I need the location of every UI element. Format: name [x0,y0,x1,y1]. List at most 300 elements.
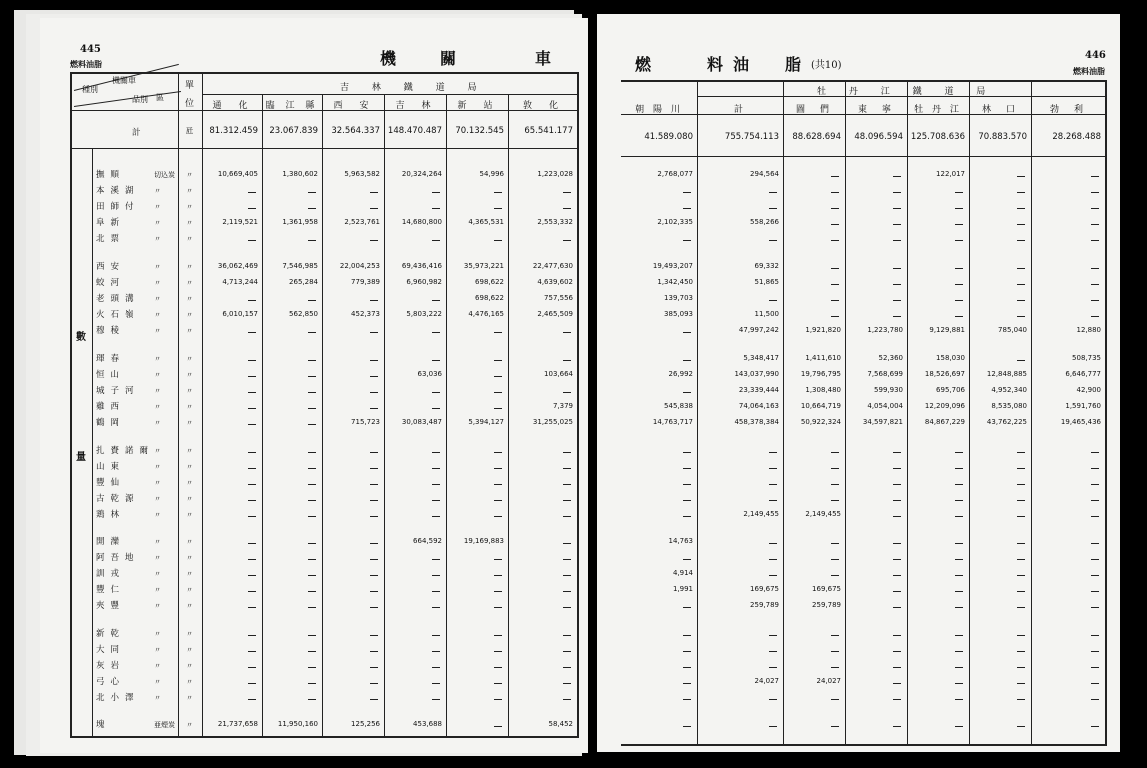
empty-dash [248,192,256,193]
page-title-char: 機 [380,49,397,68]
right-page [597,14,1120,752]
empty-dash [831,284,839,285]
column-header: 牡 丹 江 [914,105,962,115]
empty-dash [683,192,691,193]
empty-dash [683,484,691,485]
empty-dash [1017,316,1025,317]
empty-dash [893,667,901,668]
data-cell: 12,880 [1076,326,1101,334]
data-cell: 2,119,521 [222,218,258,226]
empty-dash [893,651,901,652]
total-value: 81.312.459 [209,126,258,136]
column-header: 吉 林 [395,101,435,111]
empty-dash [831,208,839,209]
empty-dash [955,468,963,469]
data-cell: 259,789 [812,601,841,609]
data-cell: 2,523,761 [344,218,380,226]
data-cell: 58,452 [548,720,573,728]
total-value: 148.470.487 [387,126,442,136]
data-cell: 453,688 [413,720,442,728]
empty-dash [563,332,571,333]
empty-dash [248,484,256,485]
empty-dash [1091,468,1099,469]
data-cell: 1,591,760 [1065,402,1101,410]
empty-dash [248,332,256,333]
empty-dash [432,516,440,517]
empty-dash [1091,484,1099,485]
empty-dash [683,651,691,652]
empty-dash [769,208,777,209]
empty-dash [955,284,963,285]
coal-suffix: 〃 [154,538,161,546]
empty-dash [563,500,571,501]
coal-name: 鶏林 [96,510,126,520]
empty-dash [563,683,571,684]
data-cell: 265,284 [289,278,318,286]
data-cell: 19,796,795 [800,370,841,378]
coal-name: 阿吾地 [96,553,140,563]
unit-mark: 〃 [186,295,193,303]
empty-dash [1091,300,1099,301]
empty-dash [248,376,256,377]
empty-dash [370,468,378,469]
empty-dash [831,316,839,317]
data-cell: 2,465,509 [537,310,573,318]
empty-dash [308,559,316,560]
empty-dash [955,607,963,608]
empty-dash [1017,516,1025,517]
coal-name: 鶴岡 [96,418,126,428]
data-cell: 22,477,630 [532,262,573,270]
page-title-char: 脂 [785,55,802,74]
coal-name: 阜新 [96,218,126,228]
data-cell: 74,064,163 [738,402,779,410]
empty-dash [893,543,901,544]
side-label: 量 [76,452,86,463]
data-cell: 4,365,531 [468,218,504,226]
empty-dash [893,268,901,269]
total-value: 48.096.594 [854,132,903,142]
column-header: 通 化 [212,101,252,111]
data-cell: 10,664,719 [800,402,841,410]
empty-dash [683,726,691,727]
column-header: 林 口 [981,105,1018,115]
total-value: 28.268.488 [1052,132,1101,142]
total-value: 23.067.839 [269,126,318,136]
unit-mark: 〃 [186,511,193,519]
rule-line [697,80,698,746]
page-title-char: 料 [707,55,724,74]
empty-dash [494,452,502,453]
empty-dash [494,484,502,485]
empty-dash [955,651,963,652]
empty-dash [432,452,440,453]
coal-suffix: 〃 [154,203,161,211]
empty-dash [831,635,839,636]
fuel-label: 燃料油脂 [70,59,102,69]
data-cell: 169,675 [812,585,841,593]
empty-dash [308,408,316,409]
unit-mark: 〃 [186,279,193,287]
data-cell: 458,378,384 [734,418,779,426]
empty-dash [308,192,316,193]
empty-dash [683,468,691,469]
data-cell: 24,027 [754,677,779,685]
coal-suffix: 〃 [154,279,161,287]
empty-dash [683,452,691,453]
empty-dash [563,607,571,608]
coal-name: 田師付 [96,202,140,212]
data-cell: 11,950,160 [277,720,318,728]
empty-dash [563,192,571,193]
coal-suffix: 〃 [154,495,161,503]
empty-dash [1017,559,1025,560]
empty-dash [248,360,256,361]
coal-name: 穆稜 [96,326,126,336]
empty-dash [308,360,316,361]
coal-name: 恒山 [96,370,126,380]
rule-line [202,94,578,95]
empty-dash [955,300,963,301]
column-header: 東 寧 [857,105,894,115]
empty-dash [831,300,839,301]
empty-dash [370,408,378,409]
empty-dash [1017,284,1025,285]
empty-dash [563,591,571,592]
unit-mark: 〃 [186,403,193,411]
empty-dash [1017,699,1025,700]
rule-line [508,94,509,738]
empty-dash [893,316,901,317]
empty-dash [893,516,901,517]
data-cell: 2,553,332 [537,218,573,226]
header-kind: 種別 [82,85,98,94]
total-unit: 瓩 [186,127,193,135]
total-value: 70.132.545 [455,126,504,136]
empty-dash [893,559,901,560]
empty-dash [308,300,316,301]
empty-dash [370,591,378,592]
empty-dash [308,240,316,241]
data-cell: 4,952,340 [991,386,1027,394]
empty-dash [308,208,316,209]
empty-dash [432,575,440,576]
data-cell: 19,493,207 [652,262,693,270]
empty-dash [370,392,378,393]
data-cell: 7,379 [552,402,573,410]
data-cell: 1,342,450 [657,278,693,286]
unit-mark: 〃 [186,554,193,562]
empty-dash [1091,500,1099,501]
empty-dash [1017,726,1025,727]
empty-dash [308,452,316,453]
coal-name: 北小澤 [96,693,140,703]
empty-dash [769,651,777,652]
empty-dash [563,392,571,393]
data-cell: 103,664 [544,370,573,378]
data-cell: 5,803,222 [406,310,442,318]
empty-dash [432,651,440,652]
empty-dash [769,635,777,636]
empty-dash [370,635,378,636]
unit-mark: 〃 [186,495,193,503]
unit-mark: 〃 [186,371,193,379]
empty-dash [1017,575,1025,576]
empty-dash [769,240,777,241]
data-cell: 4,639,602 [537,278,573,286]
empty-dash [494,635,502,636]
empty-dash [893,224,901,225]
data-cell: 599,930 [874,386,903,394]
empty-dash [432,208,440,209]
empty-dash [494,392,502,393]
unit-mark: 〃 [186,235,193,243]
empty-dash [248,208,256,209]
empty-dash [955,683,963,684]
coal-name: 弓心 [96,677,126,687]
empty-dash [432,591,440,592]
coal-name: 夾豐 [96,601,126,611]
empty-dash [683,516,691,517]
rule-line [969,80,970,746]
empty-dash [955,268,963,269]
empty-dash [1017,192,1025,193]
empty-dash [563,699,571,700]
page-title-char: 燃 [635,55,652,74]
page-title-char: 車 [535,49,552,68]
coal-name: 訓戎 [96,569,126,579]
empty-dash [1091,240,1099,241]
empty-dash [1017,360,1025,361]
empty-dash [308,699,316,700]
empty-dash [494,332,502,333]
empty-dash [893,726,901,727]
empty-dash [893,484,901,485]
empty-dash [1017,607,1025,608]
data-cell: 1,308,480 [805,386,841,394]
data-cell: 1,921,820 [805,326,841,334]
empty-dash [370,376,378,377]
rule-line [70,72,72,738]
data-cell: 8,535,080 [991,402,1027,410]
empty-dash [955,667,963,668]
empty-dash [494,726,502,727]
empty-dash [370,500,378,501]
rule-line [621,156,1107,157]
empty-dash [893,452,901,453]
data-cell: 385,093 [664,310,693,318]
empty-dash [955,192,963,193]
rule-line [70,736,578,738]
unit-mark: 〃 [186,570,193,578]
data-cell: 452,373 [351,310,380,318]
empty-dash [494,408,502,409]
data-cell: 695,706 [936,386,965,394]
unit-mark: 〃 [186,662,193,670]
empty-dash [308,683,316,684]
empty-dash [432,607,440,608]
empty-dash [494,591,502,592]
empty-dash [370,208,378,209]
data-cell: 1,223,780 [867,326,903,334]
empty-dash [1017,224,1025,225]
empty-dash [248,408,256,409]
rule-line [446,94,447,738]
empty-dash [955,699,963,700]
empty-dash [769,726,777,727]
data-cell: 1,223,028 [537,170,573,178]
empty-dash [432,559,440,560]
empty-dash [308,468,316,469]
empty-dash [831,559,839,560]
header-type: 機關車 [112,76,136,85]
data-cell: 84,867,229 [924,418,965,426]
rule-line [621,80,1107,82]
total-value: 88.628.694 [792,132,841,142]
empty-dash [308,591,316,592]
coal-suffix: 〃 [154,646,161,654]
data-cell: 785,040 [998,326,1027,334]
empty-dash [831,268,839,269]
total-value: 70.883.570 [978,132,1027,142]
empty-dash [494,559,502,560]
coal-suffix: 〃 [154,219,161,227]
empty-dash [831,452,839,453]
coal-suffix: 〃 [154,602,161,610]
data-cell: 43,762,225 [986,418,1027,426]
empty-dash [955,484,963,485]
empty-dash [1017,468,1025,469]
empty-dash [370,543,378,544]
coal-suffix: 〃 [154,355,161,363]
data-cell: 69,436,416 [401,262,442,270]
data-cell: 23,339,444 [738,386,779,394]
empty-dash [432,683,440,684]
empty-dash [831,176,839,177]
data-cell: 1,380,602 [282,170,318,178]
empty-dash [1017,208,1025,209]
empty-dash [248,500,256,501]
empty-dash [955,635,963,636]
column-header: 西 安 [333,101,373,111]
empty-dash [831,699,839,700]
empty-dash [1017,268,1025,269]
empty-dash [563,635,571,636]
empty-dash [955,591,963,592]
empty-dash [370,683,378,684]
data-cell: 4,713,244 [222,278,258,286]
empty-dash [1017,683,1025,684]
rule-line [783,80,784,746]
empty-dash [370,332,378,333]
coal-name: 老頭溝 [96,294,140,304]
empty-dash [1091,683,1099,684]
coal-suffix: 〃 [154,463,161,471]
coal-name: 塊 [96,720,111,730]
empty-dash [683,683,691,684]
coal-name: 開灤 [96,537,126,547]
coal-suffix: 〃 [154,235,161,243]
coal-suffix: 〃 [154,586,161,594]
empty-dash [1017,452,1025,453]
rule-line [92,148,93,736]
empty-dash [893,699,901,700]
unit-mark: 〃 [186,447,193,455]
empty-dash [308,500,316,501]
coal-suffix: 〃 [154,511,161,519]
total-value: 65.541.177 [524,126,573,136]
empty-dash [308,484,316,485]
empty-dash [955,452,963,453]
data-cell: 1,411,610 [805,354,841,362]
empty-dash [432,332,440,333]
total-label: 計 [132,128,147,138]
data-cell: 2,149,455 [805,510,841,518]
empty-dash [1017,635,1025,636]
empty-dash [308,543,316,544]
coal-suffix: 〃 [154,419,161,427]
empty-dash [955,208,963,209]
data-cell: 11,500 [754,310,779,318]
data-cell: 26,992 [668,370,693,378]
page-number: 445 [80,44,101,55]
rule-line [1031,80,1032,746]
empty-dash [563,559,571,560]
empty-dash [769,699,777,700]
left-page [40,18,588,753]
rule-line [621,744,1107,746]
unit-mark: 〃 [186,463,193,471]
coal-suffix: 亜煙炭 [154,721,175,729]
empty-dash [769,468,777,469]
column-header: 計 [733,105,746,115]
data-cell: 6,960,982 [406,278,442,286]
empty-dash [955,516,963,517]
empty-dash [683,360,691,361]
empty-dash [308,376,316,377]
empty-dash [308,424,316,425]
unit-mark: 〃 [186,219,193,227]
header-kind2: 品別 [132,95,148,104]
empty-dash [1091,699,1099,700]
data-cell: 4,476,165 [468,310,504,318]
empty-dash [370,651,378,652]
coal-name: 扎賚諾爾 [96,446,155,456]
empty-dash [1091,543,1099,544]
data-cell: 5,348,417 [743,354,779,362]
empty-dash [563,575,571,576]
empty-dash [893,683,901,684]
empty-dash [494,376,502,377]
empty-dash [831,543,839,544]
bureau-header: 牡 丹 江 鐵 道 局 [817,87,996,97]
data-cell: 51,865 [754,278,779,286]
data-cell: 562,850 [289,310,318,318]
side-label: 數 [76,332,86,343]
empty-dash [1091,208,1099,209]
data-cell: 125,256 [351,720,380,728]
empty-dash [563,484,571,485]
empty-dash [432,300,440,301]
empty-dash [432,360,440,361]
empty-dash [432,635,440,636]
empty-dash [494,192,502,193]
data-cell: 169,675 [750,585,779,593]
empty-dash [370,516,378,517]
unit-mark: 〃 [186,355,193,363]
empty-dash [1091,591,1099,592]
unit-mark: 〃 [186,630,193,638]
